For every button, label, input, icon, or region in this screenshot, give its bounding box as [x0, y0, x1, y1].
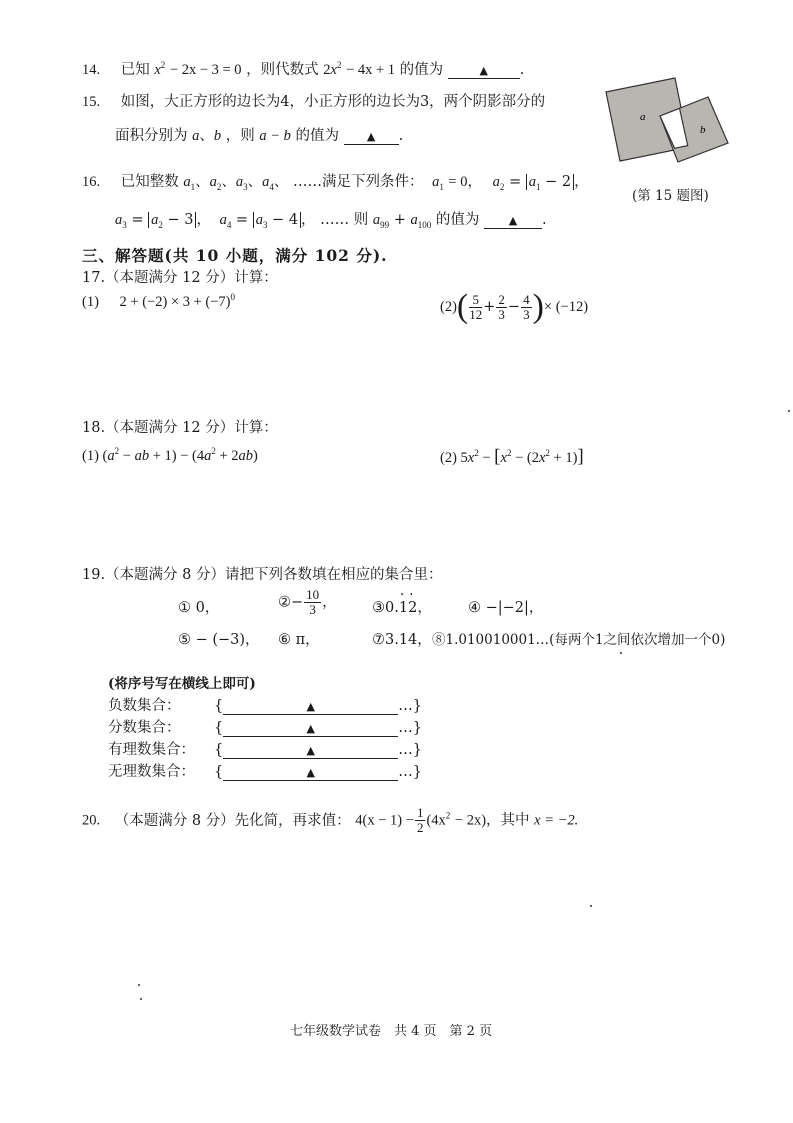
- triangle-icon: ▲: [306, 722, 315, 735]
- scan-speck: [590, 905, 592, 907]
- question-18-part2: (2) $5x^2 - [x^2 - (2x^2 + 1)]$: [440, 446, 584, 467]
- fraction: $\frac{5}{12}$: [469, 291, 483, 322]
- answer-blank[interactable]: [448, 62, 520, 79]
- condition-2: $a_2 = a_1 - 2$ ，: [492, 174, 589, 192]
- set-row-irrational: 无理数集合： { ▲ …}: [108, 764, 422, 780]
- squares-figure: [600, 72, 750, 177]
- q19-item-8: ⑧1.010010001…(每两个1之间依次增加一个0): [432, 632, 726, 648]
- scan-speck: [788, 410, 790, 412]
- condition-3: $a_3 = a_2 - 3$ ，: [115, 212, 211, 230]
- answer-blank[interactable]: [223, 720, 398, 737]
- answer-blank[interactable]: [223, 742, 398, 759]
- question-17-header: 17.（本题满分 12 分）计算：: [82, 270, 278, 286]
- figure-caption: (第 15 题图): [632, 188, 709, 204]
- condition-1: $a_1 = 0$，: [432, 174, 482, 192]
- page-footer: 七年级数学试卷 共 4 页 第 2 页: [290, 1024, 493, 1039]
- question-number: 15.: [82, 94, 101, 110]
- equation: $x^2 - 2x - 3 = 0$: [154, 60, 242, 78]
- q19-item-3: ③0.· 1· 2，: [372, 596, 432, 617]
- fraction: $\frac{2}{3}$: [498, 291, 505, 322]
- q19-item-4: ④ −|−2|，: [468, 600, 544, 616]
- set-row-rational: 有理数集合： { ▲ …}: [108, 742, 422, 758]
- fraction: $\frac{10}{3}$: [306, 587, 320, 617]
- question-text: 已知: [120, 62, 150, 78]
- triangle-icon: ▲: [306, 700, 315, 713]
- fraction: $\frac{4}{3}$: [523, 291, 530, 322]
- q19-item-2: ②− $\frac{10}{3}$ ，: [278, 587, 337, 617]
- triangle-icon: ▲: [479, 64, 489, 77]
- scan-speck: [138, 984, 140, 986]
- question-15-line2: 面积分别为 a、b ，则 a − b 的值为 ▲ .: [115, 128, 404, 144]
- label-b: b: [700, 124, 706, 136]
- scan-speck: [620, 652, 622, 654]
- triangle-icon: ▲: [508, 214, 518, 227]
- question-number: 16.: [82, 174, 101, 190]
- question-text: 如图，大正方形的边长为4，小正方形的边长为3，两个阴影部分的: [120, 94, 546, 110]
- condition-4: $a_4 = a_3 - 4$ ，: [219, 212, 316, 230]
- answer-blank[interactable]: [223, 764, 398, 781]
- q19-item-6: ⑥ π，: [278, 632, 320, 648]
- triangle-icon: ▲: [366, 130, 376, 143]
- question-19-header: 19.（本题满分 8 分）请把下列各数填在相应的集合里：: [82, 567, 443, 583]
- triangle-icon: ▲: [306, 766, 315, 779]
- question-15: [82, 90, 545, 111]
- q19-item-5: ⑤ − (−3)，: [178, 632, 260, 648]
- sum-expression: $a_{99} + a_{100}$: [372, 212, 432, 230]
- question-16: 16. 已知整数 $a_1$、$a_2$、$a_3$、$a_4$、 ……满足下列条件： $a_1 = 0$， $a_2 = a_1 - 2$ ，: [82, 174, 589, 192]
- section-title: 三、解答题(共 10 小题，满分 102 分).: [82, 246, 388, 265]
- question-14: 14. 已知 $x^2 - 2x - 3 = 0$ ，则代数式 $2x^2 - 4x + 1$ 的值为 ▲ .: [82, 60, 525, 78]
- question-number: 20.: [82, 812, 101, 829]
- set-row-fraction: 分数集合： { ▲ …}: [108, 720, 422, 736]
- question-17-part2: (2)( $\frac{5}{12}$ + $\frac{2}{3}$ − $\frac{4}{3}$ )× (−12): [440, 288, 589, 325]
- triangle-icon: ▲: [306, 744, 315, 757]
- fraction: $\frac{1}{2}$: [416, 805, 424, 835]
- question-18-header: 18.（本题满分 12 分）计算：: [82, 420, 278, 436]
- answer-blank[interactable]: [344, 128, 399, 145]
- label-a: a: [640, 111, 646, 123]
- question-20: 20. （本题满分 8 分）先化简，再求值： 4(x − 1) − $\frac{1}{2}$ $(4x^2 - 2x)$，其中 x = −2.: [82, 805, 579, 835]
- sequence: $a_1$、$a_2$、$a_3$、$a_4$、 ……满足下列条件：: [183, 174, 424, 192]
- q19-item-1: ① 0，: [178, 600, 220, 616]
- scan-speck: [140, 998, 142, 1000]
- question-18-part1: (1) ($a^2$ − ab + $1) - (4a^2 + 2ab)$: [82, 446, 258, 464]
- answer-blank[interactable]: [223, 698, 398, 715]
- q19-item-7: ⑦3.14，: [372, 632, 432, 648]
- answer-blank[interactable]: [484, 212, 542, 229]
- question-16-line2: $a_3 = a_2 - 3$ ， $a_4 = a_3 - 4$ ， …… 则 $a_{99} + a_{100}$ 的值为 ▲ .: [115, 212, 547, 230]
- q19-note: (将序号写在横线上即可): [108, 676, 256, 692]
- question-number: 14.: [82, 62, 101, 78]
- set-row-negative: 负数集合： { ▲ …}: [108, 698, 422, 714]
- expression: $2x^2 - 4x + 1$: [323, 60, 396, 78]
- question-17-part1: (1) $2 + (-2) \times 3 + (-7)^0$: [82, 292, 235, 310]
